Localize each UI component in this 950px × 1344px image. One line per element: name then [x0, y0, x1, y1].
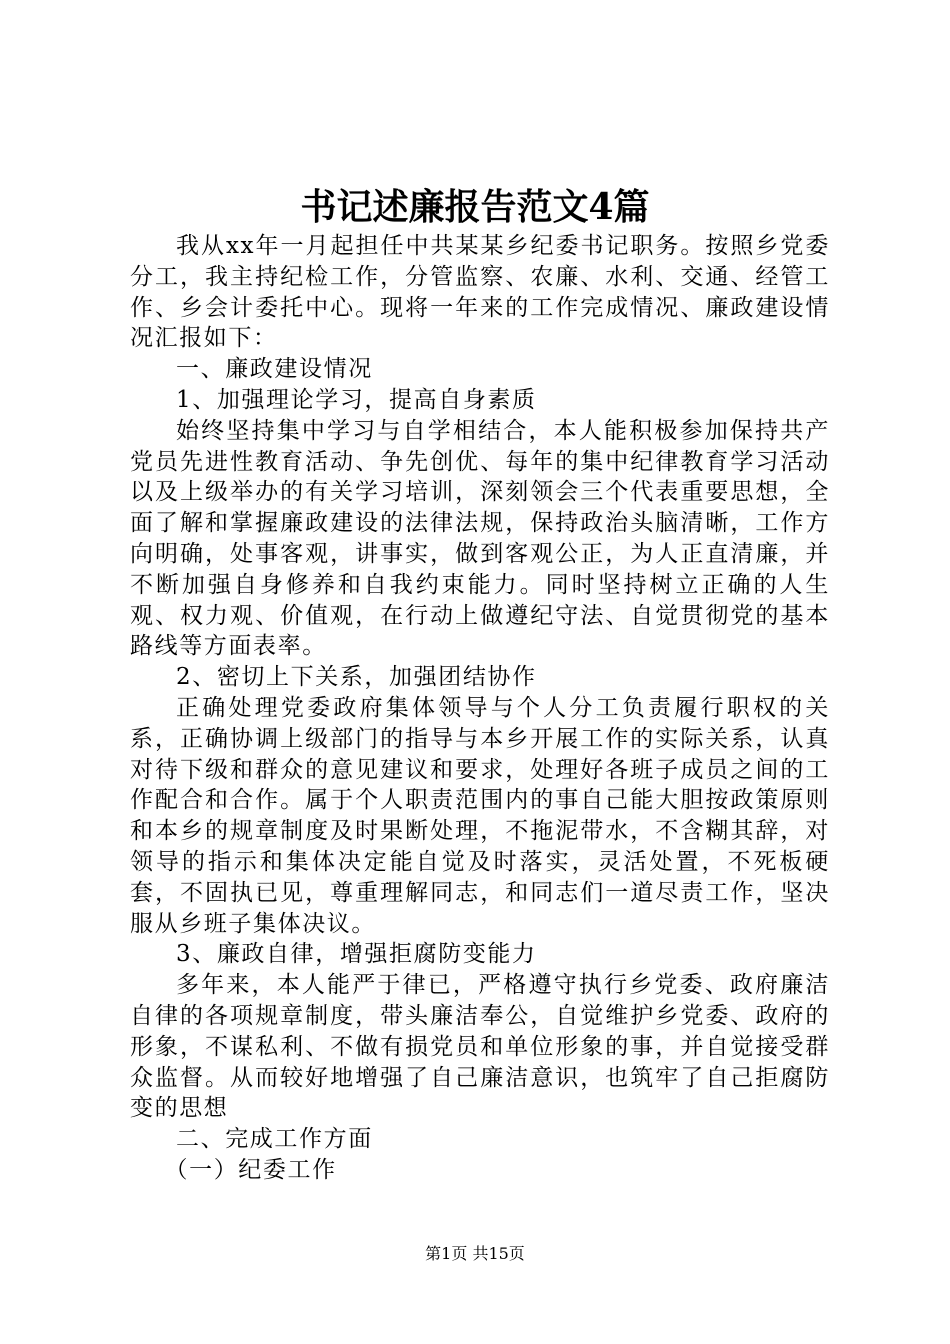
document-title: 书记述廉报告范文4篇: [300, 186, 650, 228]
paragraph-study: 始终坚持集中学习与自学相结合，本人能积极参加保持共产党员先进性教育活动、争先创优、每年的集中纪律教育学习活动以及上级举办的有关学习培训，深刻领会三个代表重要思想，全面了解和掌握廉政建设的法律法规，保持政治头脑清晰，工作方向明确，处事客观，讲事实，做到客观公正，为人正直清廉，并不断加强自身修养和自我约束能力。同时坚持树立正确的人生观、权力观、价值观，在行动上做遵纪守法、自觉贯彻党的基本路线等方面表率。: [130, 417, 830, 660]
page-number-footer: 第1页 共15页: [425, 1244, 525, 1263]
section-heading-1: 一、廉政建设情况: [176, 356, 373, 383]
paragraph-cooperation: 正确处理党委政府集体领导与个人分工负责履行职权的关系，正确协调上级部门的指导与本乡开展工作的实际关系，认真对待下级和群众的意见建议和要求，处理好各班子成员之间的工作配合和合作。属于个人职责范围内的事自己能大胆按政策原则和本乡的规章制度及时果断处理，不拖泥带水，不含糊其辞，对领导的指示和集体决定能自觉及时落实，灵活处置，不死板硬套，不固执已见，尊重理解同志，和同志们一道尽责工作，坚决服从乡班子集体决议。: [130, 694, 830, 937]
subsection-heading-3: 3、廉政自律，增强拒腐防变能力: [176, 941, 537, 968]
subsection-heading-1: 1、加强理论学习，提高自身素质: [176, 386, 537, 413]
document-body: [130, 231, 830, 1186]
paragraph-intro: 我从xx年一月起担任中共某某乡纪委书记职务。按照乡党委分工，我主持纪检工作，分管监察、农廉、水利、交通、经管工作、乡会计委托中心。现将一年来的工作完成情况、廉政建设情况汇报如下：: [130, 233, 830, 352]
section-heading-2: 二、完成工作方面: [176, 1126, 373, 1153]
subsection-heading-discipline-committee: （一）纪委工作: [164, 1156, 337, 1183]
paragraph-self-discipline: 多年来，本人能严于律已，严格遵守执行乡党委、政府廉洁自律的各项规章制度，带头廉洁奉公，自觉维护乡党委、政府的形象，不谋私利、不做有损党员和单位形象的事，并自觉接受群众监督。从而较好地增强了自己廉洁意识，也筑牢了自己拒腐防变的思想: [130, 972, 830, 1122]
subsection-heading-2: 2、密切上下关系，加强团结协作: [176, 664, 537, 691]
